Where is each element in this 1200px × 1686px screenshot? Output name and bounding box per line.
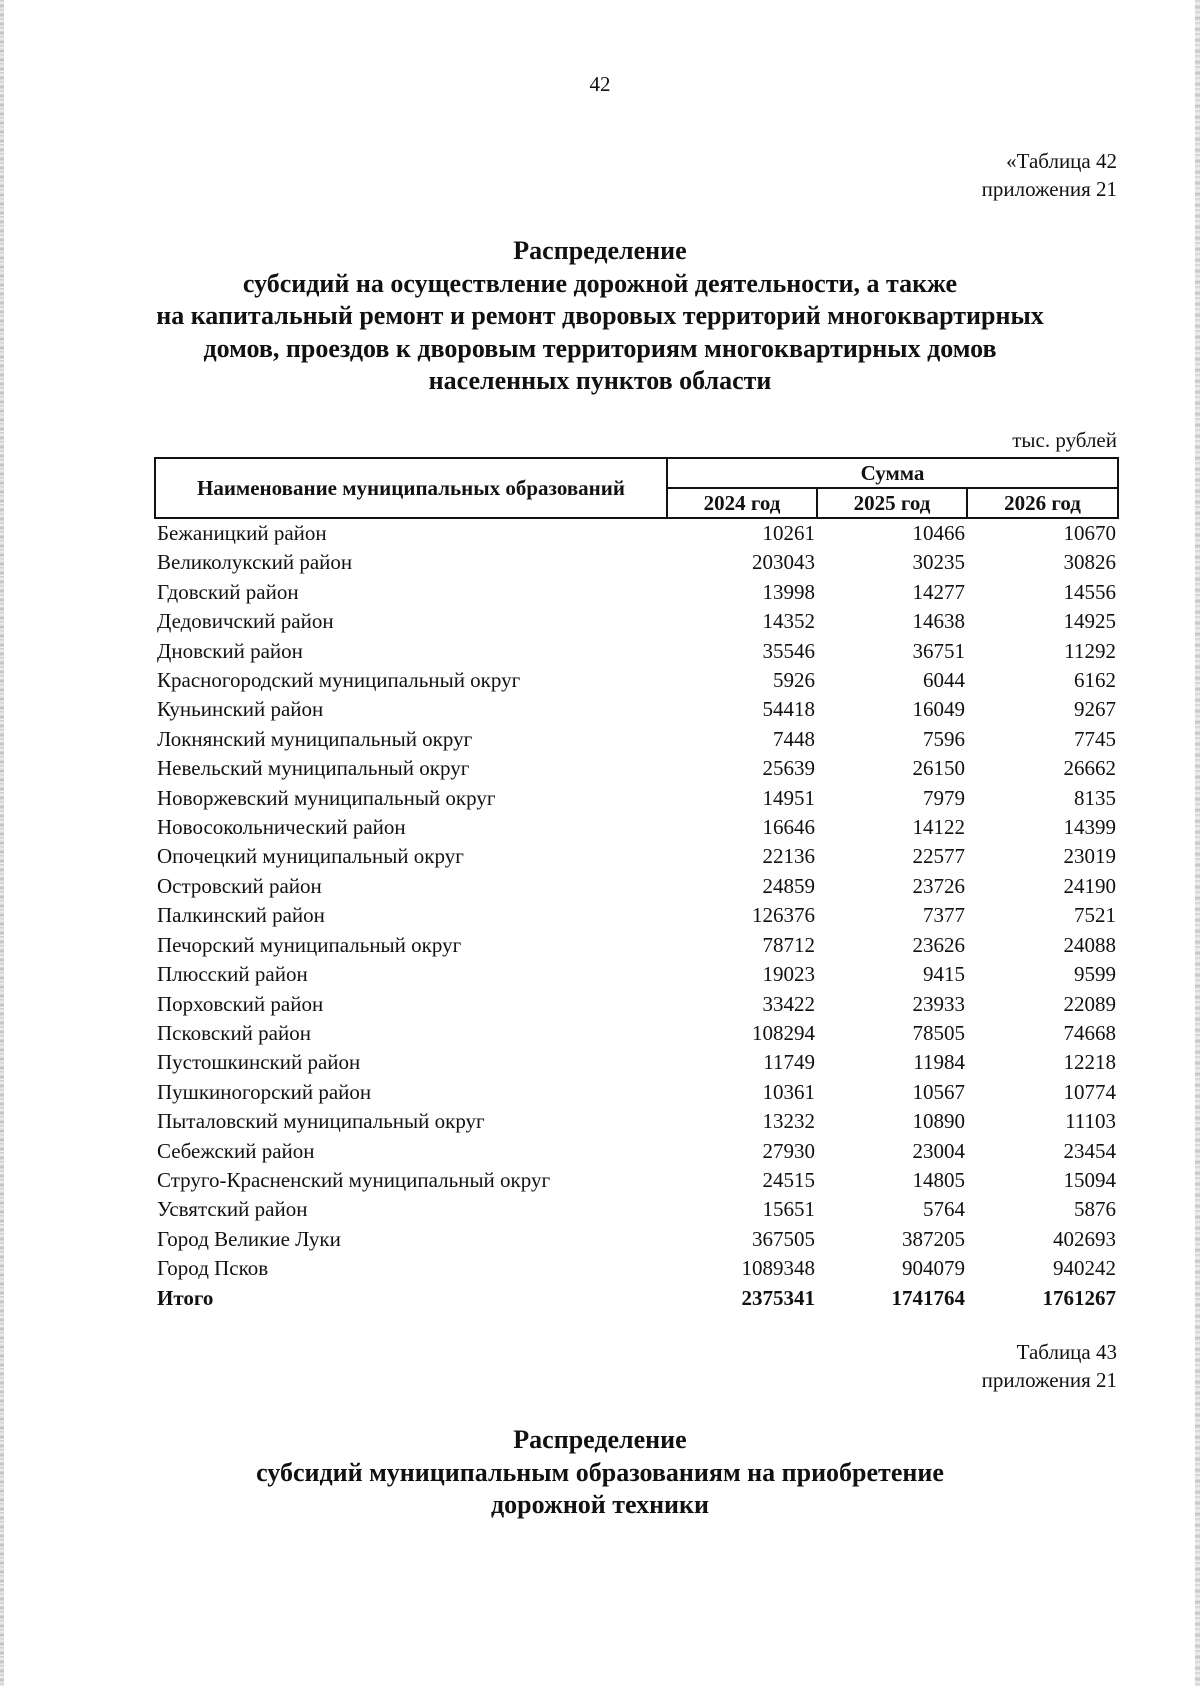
- row-name: Новоржевский муниципальный округ: [157, 785, 496, 810]
- row-name: Островский район: [157, 873, 322, 898]
- row-value-2026: 5876: [1074, 1197, 1117, 1222]
- row-value-2024: 35546: [762, 638, 815, 663]
- table-row: [155, 813, 1118, 842]
- row-name: Плюсский район: [157, 962, 308, 987]
- row-value-2026: 15094: [1063, 1167, 1117, 1192]
- row-value-2025: 23626: [912, 932, 965, 957]
- total-value-2025: 1741764: [891, 1285, 965, 1310]
- row-value-2025: 14277: [912, 579, 965, 604]
- row-value-2025: 23933: [912, 991, 965, 1016]
- row-value-2025: 30235: [912, 550, 965, 575]
- table-43-ref-line-1: Таблица 43: [1016, 1340, 1117, 1364]
- total-label: Итого: [157, 1285, 214, 1310]
- row-name: Локнянский муниципальный округ: [157, 726, 473, 751]
- table-42-title-line: населенных пунктов области: [428, 366, 772, 395]
- table-42-title-line: на капитальный ремонт и ремонт дворовых территорий многоквартирных: [156, 301, 1044, 330]
- scan-edge-right: [1195, 0, 1200, 1686]
- table-42-title-line: Распределение: [513, 236, 687, 265]
- row-value-2025: 11984: [913, 1050, 965, 1075]
- row-name: Опочецкий муниципальный округ: [157, 844, 464, 869]
- row-value-2025: 6044: [923, 668, 965, 693]
- row-value-2026: 14556: [1063, 579, 1117, 604]
- row-value-2025: 10567: [912, 1079, 965, 1104]
- row-value-2025: 23726: [912, 873, 965, 898]
- row-value-2025: 7596: [923, 726, 965, 751]
- table-43-title-line: дорожной техники: [491, 1490, 709, 1519]
- table-row: [155, 1254, 1118, 1283]
- row-value-2026: 10774: [1063, 1079, 1117, 1104]
- row-value-2024: 13232: [762, 1109, 815, 1134]
- row-value-2026: 11292: [1064, 638, 1117, 663]
- row-value-2025: 36751: [912, 638, 965, 663]
- header-year-2025: 2025 год: [817, 488, 967, 518]
- row-value-2026: 24190: [1063, 873, 1117, 898]
- row-value-2024: 22136: [762, 844, 815, 869]
- row-name: Пустошкинский район: [157, 1050, 361, 1075]
- row-value-2025: 7979: [923, 785, 965, 810]
- header-year-2024: 2024 год: [667, 488, 817, 518]
- row-name: Город Псков: [157, 1256, 269, 1281]
- row-value-2026: 14399: [1063, 815, 1117, 840]
- row-value-2026: 24088: [1063, 932, 1117, 957]
- row-value-2024: 5926: [773, 668, 815, 693]
- row-name: Гдовский район: [157, 579, 299, 604]
- row-value-2026: 402693: [1053, 1226, 1117, 1251]
- row-name: Город Великие Луки: [157, 1226, 341, 1251]
- table-row: [155, 1019, 1118, 1048]
- table-row: [155, 990, 1118, 1019]
- header-municipality-name: Наименование муниципальных образований: [155, 458, 667, 518]
- table-row: [155, 842, 1118, 871]
- table-row: [155, 518, 1118, 548]
- row-value-2025: 16049: [912, 697, 965, 722]
- table-43-title: [100, 1424, 1100, 1522]
- row-value-2024: 27930: [762, 1138, 815, 1163]
- row-name: Куньинский район: [157, 697, 324, 722]
- row-name: Пушкиногорский район: [157, 1079, 372, 1104]
- row-value-2024: 14951: [762, 785, 815, 810]
- row-name: Бежаницкий район: [157, 521, 327, 545]
- row-value-2024: 126376: [752, 903, 815, 928]
- table-row: [155, 931, 1118, 960]
- header-sum: Сумма: [667, 458, 1118, 488]
- row-value-2026: 6162: [1074, 668, 1117, 693]
- row-value-2026: 30826: [1063, 550, 1117, 575]
- row-value-2026: 9599: [1074, 962, 1117, 987]
- table-43-title-line: субсидий муниципальным образованиям на приобретение: [256, 1457, 944, 1487]
- row-value-2026: 23019: [1063, 844, 1117, 869]
- row-value-2026: 7521: [1074, 903, 1117, 928]
- table-row: [155, 1078, 1118, 1107]
- row-value-2026: 26662: [1063, 756, 1117, 781]
- row-value-2026: 11103: [1065, 1109, 1117, 1134]
- row-value-2024: 19023: [762, 962, 815, 987]
- row-name: Псковский район: [157, 1020, 311, 1045]
- row-value-2024: 108294: [752, 1020, 815, 1045]
- row-value-2026: 22089: [1063, 991, 1117, 1016]
- table-row: [155, 666, 1118, 695]
- table-43-title-line: Распределение: [513, 1425, 687, 1454]
- row-value-2025: 78505: [912, 1020, 965, 1045]
- total-row: [155, 1284, 1118, 1313]
- row-name: Порховский район: [157, 991, 324, 1016]
- table-row: [155, 1048, 1118, 1077]
- row-value-2025: 14122: [912, 815, 965, 840]
- row-value-2025: 10890: [912, 1109, 965, 1134]
- table-42-title-line: субсидий на осуществление дорожной деятельности, а также: [242, 268, 958, 298]
- row-value-2024: 1089348: [741, 1256, 815, 1281]
- table-row: [155, 960, 1118, 989]
- table-42-title: [100, 235, 1100, 398]
- table-row: [155, 695, 1118, 724]
- row-value-2025: 387205: [902, 1226, 965, 1251]
- row-value-2026: 12218: [1063, 1050, 1117, 1075]
- table-row: [155, 754, 1118, 783]
- row-name: Дедовичский район: [157, 609, 334, 634]
- scan-edge-left: [0, 0, 4, 1686]
- row-name: Великолукский район: [157, 550, 353, 575]
- table-row: [155, 725, 1118, 754]
- row-value-2026: 74668: [1063, 1020, 1117, 1045]
- row-value-2024: 15651: [762, 1197, 815, 1222]
- row-value-2024: 24515: [762, 1167, 815, 1192]
- row-value-2024: 78712: [762, 932, 815, 957]
- table-row: [155, 548, 1118, 577]
- row-value-2025: 22577: [912, 844, 965, 869]
- row-name: Палкинский район: [157, 903, 325, 928]
- row-value-2026: 940242: [1053, 1256, 1117, 1281]
- row-value-2026: 9267: [1074, 697, 1117, 722]
- row-value-2024: 25639: [762, 756, 815, 781]
- table-row: [155, 1107, 1118, 1136]
- row-value-2024: 14352: [762, 609, 815, 634]
- row-value-2026: 10670: [1063, 521, 1117, 545]
- table-43-ref-line-2: приложения 21: [981, 1368, 1117, 1392]
- row-value-2024: 33422: [762, 991, 815, 1016]
- table-header-row: [155, 458, 1118, 488]
- row-value-2025: 26150: [912, 756, 965, 781]
- table-row: [155, 1166, 1118, 1195]
- table-43-reference: [982, 1338, 1117, 1394]
- row-name: Струго-Красненский муниципальный округ: [157, 1167, 551, 1192]
- row-value-2024: 7448: [773, 726, 815, 751]
- row-value-2024: 13998: [762, 579, 815, 604]
- header-year-2026: 2026 год: [967, 488, 1118, 518]
- total-value-2026: 1761267: [1042, 1285, 1117, 1310]
- total-value-2024: 2375341: [741, 1285, 815, 1310]
- row-value-2026: 8135: [1074, 785, 1117, 810]
- row-value-2025: 14638: [912, 609, 965, 634]
- table-row: [155, 1225, 1118, 1254]
- row-name: Дновский район: [157, 638, 303, 663]
- row-name: Печорский муниципальный округ: [157, 932, 462, 957]
- row-name: Новосокольнический район: [157, 815, 406, 840]
- table-row: [155, 578, 1118, 607]
- row-value-2024: 24859: [762, 873, 815, 898]
- row-name: Пыталовский муниципальный округ: [157, 1109, 485, 1134]
- table-row: [155, 607, 1118, 636]
- row-value-2025: 5764: [923, 1197, 965, 1222]
- row-name: Себежский район: [157, 1138, 315, 1163]
- row-value-2026: 14925: [1063, 609, 1117, 634]
- row-value-2025: 904079: [902, 1256, 965, 1281]
- table-row: [155, 872, 1118, 901]
- row-name: Невельский муниципальный округ: [157, 756, 470, 781]
- units-label: тыс. рублей: [1012, 428, 1117, 452]
- row-value-2024: 10361: [762, 1079, 815, 1104]
- row-name: Красногородский муниципальный округ: [157, 668, 521, 693]
- page-number: 42: [589, 72, 611, 96]
- row-value-2026: 23454: [1063, 1138, 1117, 1163]
- row-value-2025: 23004: [912, 1138, 965, 1163]
- row-value-2024: 11749: [763, 1050, 815, 1075]
- row-value-2025: 10466: [912, 521, 965, 545]
- table-42-ref-line-2: приложения 21: [981, 177, 1117, 201]
- table-row: [155, 1137, 1118, 1166]
- subsidy-distribution-table: [154, 457, 1119, 1313]
- table-row: [155, 784, 1118, 813]
- row-value-2024: 16646: [762, 815, 815, 840]
- row-value-2025: 14805: [912, 1167, 965, 1192]
- row-value-2026: 7745: [1074, 726, 1117, 751]
- row-name: Усвятский район: [157, 1197, 308, 1222]
- table-row: [155, 1195, 1118, 1224]
- row-value-2025: 9415: [923, 962, 965, 987]
- table-row: [155, 901, 1118, 930]
- table-42-title-line: домов, проездов к дворовым территориям многоквартирных домов: [203, 333, 997, 363]
- table-row: [155, 637, 1118, 666]
- row-value-2024: 54418: [762, 697, 815, 722]
- row-value-2024: 203043: [752, 550, 815, 575]
- row-value-2025: 7377: [923, 903, 965, 928]
- row-value-2024: 367505: [752, 1226, 815, 1251]
- table-42-reference: [982, 147, 1117, 203]
- row-value-2024: 10261: [762, 521, 815, 545]
- table-42-ref-line-1: «Таблица 42: [1006, 149, 1117, 173]
